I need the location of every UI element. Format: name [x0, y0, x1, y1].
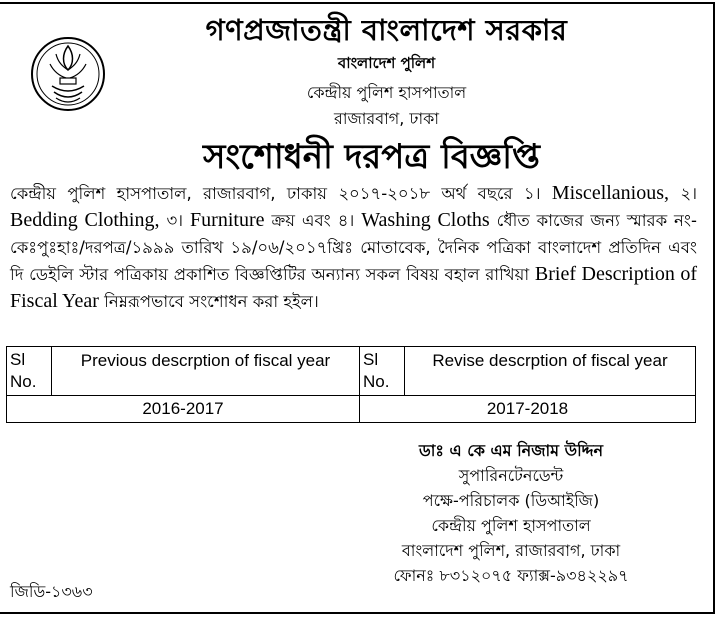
item-furniture: Furniture	[190, 209, 265, 231]
gd-number: জিডি-১৩৬৩	[10, 582, 93, 601]
revised-fiscal-year: 2017-2018	[360, 396, 696, 423]
item-number-3: ৩।	[166, 211, 184, 230]
signatory-office: কেন্দ্রীয় পুলিশ হাসপাতাল	[431, 516, 591, 535]
notice-text-closing: নিম্নরূপভাবে সংশোধন করা হইল।	[104, 292, 319, 311]
government-title: গণপ্রজাতন্ত্রী বাংলাদেশ সরকার	[205, 13, 568, 47]
sl-header: Sl No.	[7, 347, 52, 396]
notice-page	[0, 2, 715, 614]
location: রাজারবাগ, ঢাকা	[334, 109, 439, 128]
brief-description-text: Brief Description of Fiscal Year	[10, 263, 697, 312]
fiscal-year-table	[6, 346, 696, 423]
revise-description-header: Revise descrption of fiscal year	[405, 347, 696, 396]
notice-text-intro: কেন্দ্রীয় পুলিশ হাসপাতাল, রাজারবাগ, ঢাকায় ২০১৭-২০১৮ অর্থ বছরে ১।	[10, 184, 541, 203]
signature-block	[361, 438, 661, 588]
department-name: কেন্দ্রীয় পুলিশ হাসপাতাল	[306, 83, 467, 102]
notice-text-main: ধৌত কাজের জন্য স্মারক নং-কেঃপুঃহাঃ/দরপত্র/১৯৯৯ তারিখ ১৯/০৬/২০১৭খ্রিঃ মোতাবেক, দৈনিক পত্রিকা বাংলাদেশ প্রতিদিন এবং দি ডেইলি স্টার পত্রিকায় প্রকাশিত বিজ্ঞপ্তিটির অন্যান্য সকল বিষয় বহাল রাখিয়া	[10, 211, 697, 284]
table-header-row	[7, 347, 696, 396]
notice-body	[10, 180, 697, 315]
signatory-address: বাংলাদেশ পুলিশ, রাজারবাগ, ঢাকা	[401, 541, 621, 560]
notice-title: সংশোধনী দরপত্র বিজ্ঞপ্তি	[203, 137, 540, 177]
item-number-2: ২।	[680, 184, 697, 203]
item-washing-cloths: Washing Cloths	[361, 209, 490, 231]
item-bedding-clothing: Bedding Clothing,	[10, 209, 160, 231]
signatory-title: সুপারিনটেনডেন্ট	[458, 466, 564, 485]
signatory-name: ডাঃ এ কে এম নিজাম উদ্দিন	[418, 441, 604, 460]
item-miscellanious: Miscellanious,	[551, 182, 670, 204]
previous-description-header: Previous descrption of fiscal year	[52, 347, 360, 396]
sl-header-2: Sl No.	[360, 347, 405, 396]
previous-fiscal-year: 2016-2017	[7, 396, 360, 423]
organization-name: বাংলাদেশ পুলিশ	[337, 54, 436, 72]
signatory-contact: ফোনঃ ৮৩১২০৭৫ ফ্যাক্স-৯৩৪২২৯৭	[393, 566, 629, 585]
purchase-text: ক্রয় এবং ৪।	[271, 211, 355, 230]
signatory-on-behalf: পক্ষে-পরিচালক (ডিআইজি)	[422, 491, 600, 510]
table-row	[7, 396, 696, 423]
